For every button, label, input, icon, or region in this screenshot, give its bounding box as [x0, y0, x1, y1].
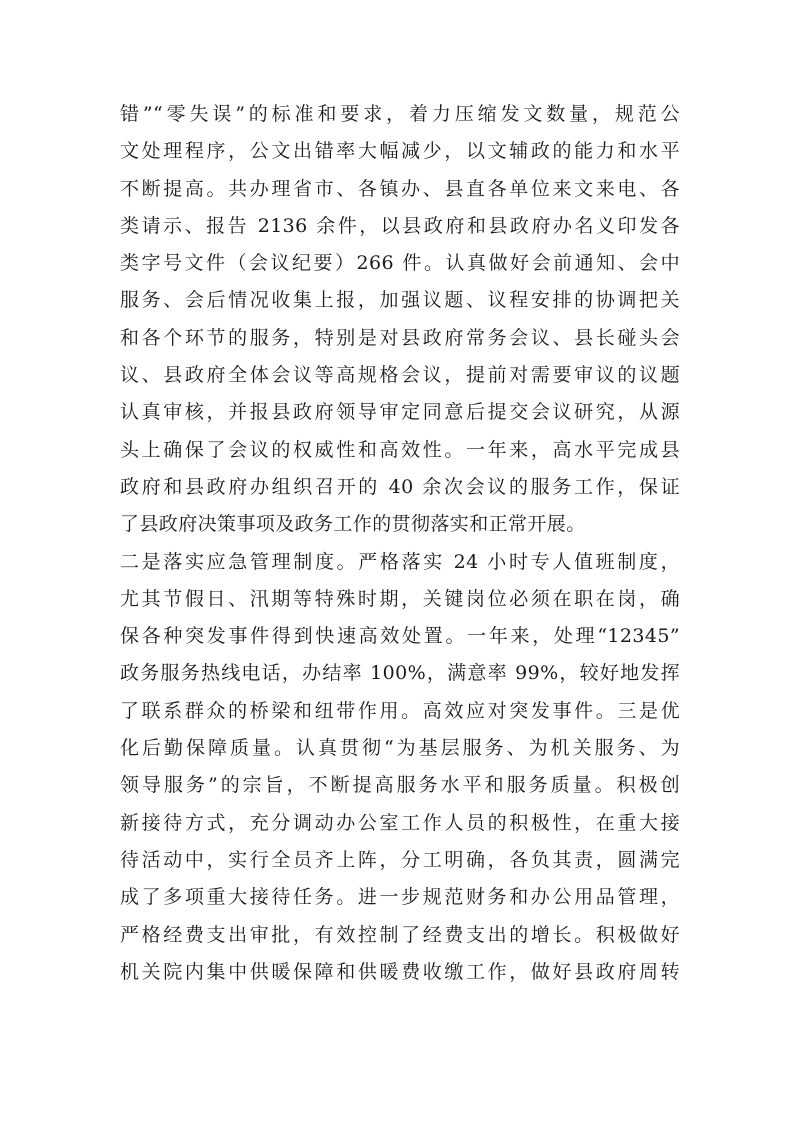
text-line: 类请示、报告 2136 余件，以县政府和县政府办名义印发各: [120, 214, 680, 237]
text-line: 领导服务”的宗旨，不断提高服务水平和服务质量。积极创: [120, 774, 680, 797]
text-line: 文处理程序，公文出错率大幅减少，以文辅政的能力和水平: [120, 140, 680, 163]
text-line: 保各种突发事件得到快速高效处置。一年来，处理“12345”: [120, 625, 680, 648]
text-line: 严格经费支出审批，有效控制了经费支出的增长。积极做好: [120, 923, 680, 946]
text-line: 尤其节假日、汛期等特殊时期，关键岗位必须在职在岗，确: [120, 587, 680, 610]
text-line: 类字号文件（会议纪要）266 件。认真做好会前通知、会中: [120, 252, 680, 275]
text-line: 和各个环节的服务，特别是对县政府常务会议、县长碰头会: [120, 326, 680, 349]
text-line: 成了多项重大接待任务。进一步规范财务和办公用品管理，: [120, 886, 680, 909]
text-line: 议、县政府全体会议等高规格会议，提前对需要审议的议题: [120, 364, 680, 387]
text-line: 二是落实应急管理制度。严格落实 24 小时专人值班制度，: [120, 550, 680, 573]
text-line: 认真审核，并报县政府领导审定同意后提交会议研究，从源: [120, 401, 680, 424]
body-text: [120, 96, 680, 991]
text-line: 政务服务热线电话，办结率 100%，满意率 99%，较好地发挥: [120, 662, 680, 685]
text-line: 不断提高。共办理省市、各镇办、县直各单位来文来电、各: [120, 177, 680, 200]
text-line: 头上确保了会议的权威性和高效性。一年来，高水平完成县: [120, 438, 680, 461]
text-line: 化后勤保障质量。认真贯彻“为基层服务、为机关服务、为: [120, 737, 680, 760]
text-line: 了联系群众的桥梁和纽带作用。高效应对突发事件。三是优: [120, 699, 680, 722]
text-line: 服务、会后情况收集上报，加强议题、议程安排的协调把关: [120, 289, 680, 312]
text-line: 新接待方式，充分调动办公室工作人员的积极性，在重大接: [120, 811, 680, 834]
text-line: 待活动中，实行全员齐上阵，分工明确，各负其责，圆满完: [120, 848, 680, 871]
text-line: 政府和县政府办组织召开的 40 余次会议的服务工作，保证: [120, 475, 680, 498]
text-line: 机关院内集中供暖保障和供暖费收缴工作，做好县政府周转: [120, 960, 680, 983]
text-line: 错”“零失误”的标准和要求，着力压缩发文数量，规范公: [120, 103, 680, 125]
text-line: 了县政府决策事项及政务工作的贯彻落实和正常开展。: [120, 513, 586, 536]
